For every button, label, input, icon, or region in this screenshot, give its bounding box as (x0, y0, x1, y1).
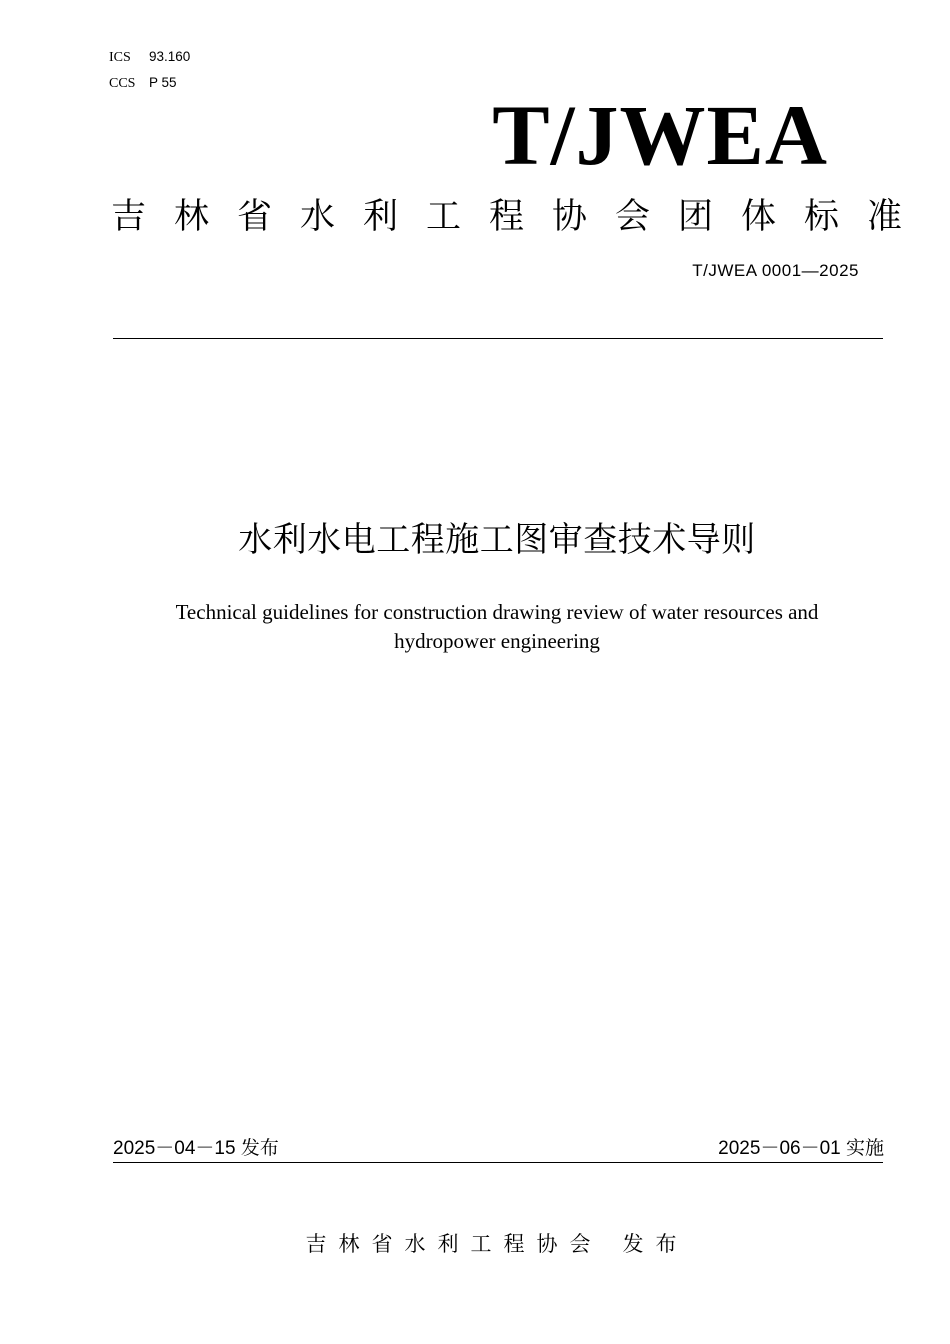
effective-date: 2025－06－01 实施 (718, 1138, 884, 1159)
ics-value: 93.160 (149, 49, 191, 64)
ccs-label: CCS (109, 76, 136, 91)
ics-label: ICS (109, 50, 131, 65)
ccs-code-row (109, 72, 177, 92)
standard-org-title: 吉林省水利工程协会团体标准 (111, 197, 931, 237)
issuer-organization: 吉林省水利工程协会 (305, 1232, 603, 1256)
ccs-value: P 55 (149, 75, 177, 90)
document-title-english-line-2: hydropower engineering (394, 629, 600, 653)
document-title-english (0, 598, 950, 656)
ics-code-row (109, 46, 190, 66)
standard-number: T/JWEA 0001—2025 (692, 261, 859, 280)
issuer-line (0, 1228, 950, 1258)
document-title-chinese: 水利水电工程施工图审查技术导则 (238, 520, 756, 560)
document-title-english-line-1: Technical guidelines for construction drawing review of water resources and (175, 600, 819, 624)
bottom-divider (113, 1162, 883, 1163)
standard-logo: T/JWEA (492, 87, 828, 183)
top-divider (113, 338, 883, 339)
publish-date: 2025－04－15 发布 (113, 1138, 279, 1159)
issuer-action: 发布 (622, 1232, 689, 1256)
